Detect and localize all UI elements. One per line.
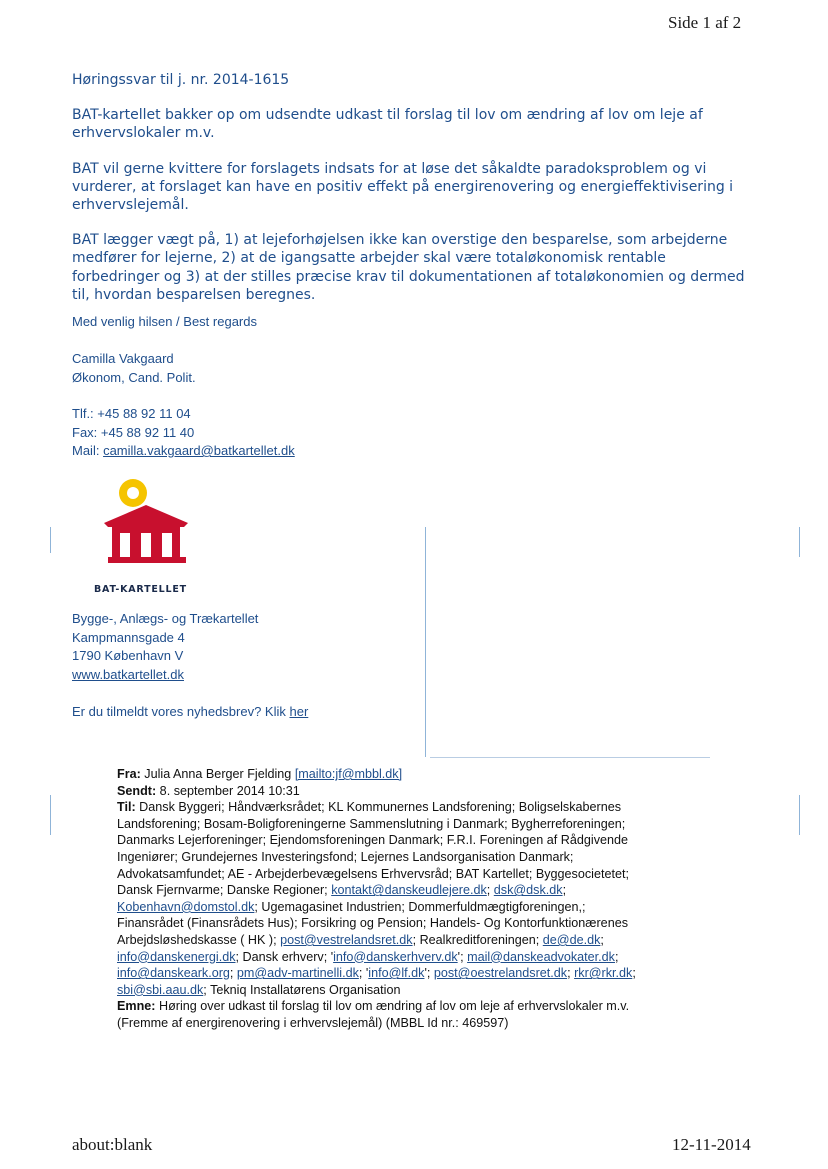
footer-url: about:blank xyxy=(72,1135,153,1154)
newsletter-line xyxy=(72,703,308,722)
phone: Tlf.: +45 88 92 11 04 xyxy=(72,406,191,421)
text-line: erhvervslokaler m.v. xyxy=(72,125,215,142)
to-text: ; xyxy=(567,966,575,981)
email-link[interactable]: info@danskeark.org xyxy=(117,966,230,981)
mail-line xyxy=(72,442,295,461)
email-link[interactable]: sbi@sbi.aau.dk xyxy=(117,982,204,997)
bat-logo xyxy=(96,475,206,593)
letter-body xyxy=(72,71,772,304)
sent-line xyxy=(117,783,757,800)
paragraph-1 xyxy=(72,106,772,142)
email-link[interactable]: mail@danskeadvokater.dk xyxy=(467,949,615,964)
to-text: Dansk Byggeri; Håndværksrådet; KL Kommunernes Landsforening; Boligselskabernes xyxy=(135,800,622,815)
text-line: BAT lægger vægt på, 1) at lejeforhøjelsen ikke kan overstige den besparelse, som arbejderne xyxy=(72,232,728,249)
sent-label: Sendt: xyxy=(117,783,157,798)
paragraph-3 xyxy=(72,231,772,304)
to-text: Arbejdsløshedskasse ( HK ); xyxy=(117,932,281,947)
email-header xyxy=(117,766,757,1032)
signature-name: Camilla Vakgaard xyxy=(72,351,174,366)
to-text: ; Ugemagasinet Industrien; Dommerfuldmægtigforeningen,; xyxy=(254,899,586,914)
to-text: Dansk Fjernvarme; Danske Regioner; xyxy=(117,883,332,898)
text-line: medfører for lejerne, 2) at de igangsatte arbejder skal være totaløkonomisk rentable xyxy=(72,250,666,267)
to-text: ; xyxy=(614,949,619,964)
to-text: ; ' xyxy=(358,966,369,981)
email-link[interactable]: pm@adv-martinelli.dk xyxy=(236,966,359,981)
website-link[interactable]: www.batkartellet.dk xyxy=(72,666,184,682)
text-line: forbedringer og 3) at der stilles præcise krav til dokumentationen af totaløkonomien og dermed xyxy=(72,268,745,285)
logo-graphic xyxy=(96,475,206,571)
roof-shape xyxy=(104,505,188,527)
subject-line: Høringssvar til j. nr. 2014-1615 xyxy=(72,72,290,88)
from-label: Fra: xyxy=(117,767,141,781)
newsletter-text: Er du tilmeldt vores nyhedsbrev? Klik xyxy=(72,704,290,719)
subject-text: Høring over udkast til forslag til lov om ændring af lov om leje af erhvervslokaler m.v. xyxy=(155,999,630,1014)
footer-date: 12-11-2014 xyxy=(672,1135,751,1154)
from-line xyxy=(117,766,757,783)
signature-closing: Med venlig hilsen / Best regards xyxy=(72,314,257,329)
logo-text: BAT-KARTELLET xyxy=(94,584,187,595)
to-text: '; xyxy=(457,949,468,964)
mail-label: Mail: xyxy=(72,443,104,458)
to-text: '; xyxy=(424,966,434,981)
to-text: ; xyxy=(600,932,604,947)
table-border xyxy=(50,795,51,835)
to-text: Advokatsamfundet; AE - Arbejderbevægelsens Erhvervsråd; BAT Kartellet; Byggesocietetet; xyxy=(117,866,629,881)
org-address xyxy=(72,610,258,684)
table-border xyxy=(425,527,426,757)
from-mailto-link[interactable]: [mailto:jf@mbbl.dk] xyxy=(294,767,403,781)
email-link[interactable]: info@lf.dk xyxy=(368,966,425,981)
fax: Fax: +45 88 92 11 40 xyxy=(72,424,195,440)
email-link[interactable]: info@danskerhverv.dk xyxy=(333,949,458,964)
signature-block xyxy=(72,350,196,387)
email-link[interactable]: post@oestrelandsret.dk xyxy=(433,966,568,981)
table-border xyxy=(430,757,710,758)
subject-block xyxy=(117,998,757,1031)
paragraph-2 xyxy=(72,160,772,215)
text-line: erhvervslejemål. xyxy=(72,197,189,214)
text-line: til, hvordan besparelsen beregnes. xyxy=(72,286,316,303)
table-border xyxy=(799,527,800,557)
text-line: BAT-kartellet bakker op om udsendte udkast til forslag til lov om ændring af lov om leje af xyxy=(72,107,703,124)
email-link[interactable]: dsk@dsk.dk xyxy=(493,883,563,898)
email-link[interactable]: de@de.dk xyxy=(542,932,601,947)
contact-block xyxy=(72,405,295,461)
to-text: ; Dansk erhverv; ' xyxy=(235,949,334,964)
email-link[interactable]: info@danskenergi.dk xyxy=(117,949,236,964)
to-text: ; xyxy=(486,883,494,898)
email-link[interactable]: Kobenhavn@domstol.dk xyxy=(117,899,255,914)
org-name: Bygge-, Anlægs- og Trækartellet xyxy=(72,611,259,626)
to-text: ; xyxy=(632,966,636,981)
table-border xyxy=(799,795,800,835)
to-text: Danmarks Lejerforeninger; Ejendomsforeningen Danmark; F.R.I. Foreningen af Rådgivende xyxy=(117,833,629,848)
to-text: ; xyxy=(229,966,237,981)
org-street: Kampmannsgade 4 xyxy=(72,629,185,645)
mail-link[interactable]: camilla.vakgaard@batkartellet.dk xyxy=(103,443,295,458)
to-text: Landsforening; Bosam-Boligforeningerne Sammenslutning i Danmark; Bygherreforeningen; xyxy=(117,816,626,831)
to-text: ; Tekniq Installatørens Organisation xyxy=(203,982,401,997)
to-text: Finansrådet (Finansrådets Hus); Forsikring og Pension; Handels- Og Kontorfunktionærenes xyxy=(117,916,628,931)
email-link[interactable]: post@vestrelandsret.dk xyxy=(280,932,413,947)
subject-label: Emne: xyxy=(117,999,156,1014)
to-text: Ingeniører; Grundejernes Investeringsfond; Lejernes Landsorganisation Danmark; xyxy=(117,849,574,864)
email-link[interactable]: kontakt@danskeudlejere.dk xyxy=(331,883,487,898)
text-line: vurderer, at forslaget kan have en positiv effekt på energirenovering og energieffektivisering i xyxy=(72,178,734,195)
signature-title: Økonom, Cand. Polit. xyxy=(72,369,196,385)
from-value: Julia Anna Berger Fjelding xyxy=(140,767,295,781)
subject-text: (Fremme af energirenovering i erhvervslejemål) (MBBL Id nr.: 469597) xyxy=(117,1015,509,1030)
org-city: 1790 København V xyxy=(72,648,184,663)
to-text: ; xyxy=(562,883,567,898)
sent-value: 8. september 2014 10:31 xyxy=(156,783,300,798)
to-text: ; Realkreditforeningen; xyxy=(412,932,543,947)
table-border xyxy=(50,527,51,553)
page-number: Side 1 af 2 xyxy=(668,13,742,32)
text-line: BAT vil gerne kvittere for forslagets indsats for at løse det såkaldte paradoksproblem og vi xyxy=(72,160,707,177)
newsletter-link[interactable]: her xyxy=(289,704,309,719)
to-label: Til: xyxy=(117,800,136,815)
to-block xyxy=(117,799,757,998)
email-link[interactable]: rkr@rkr.dk xyxy=(574,966,633,981)
